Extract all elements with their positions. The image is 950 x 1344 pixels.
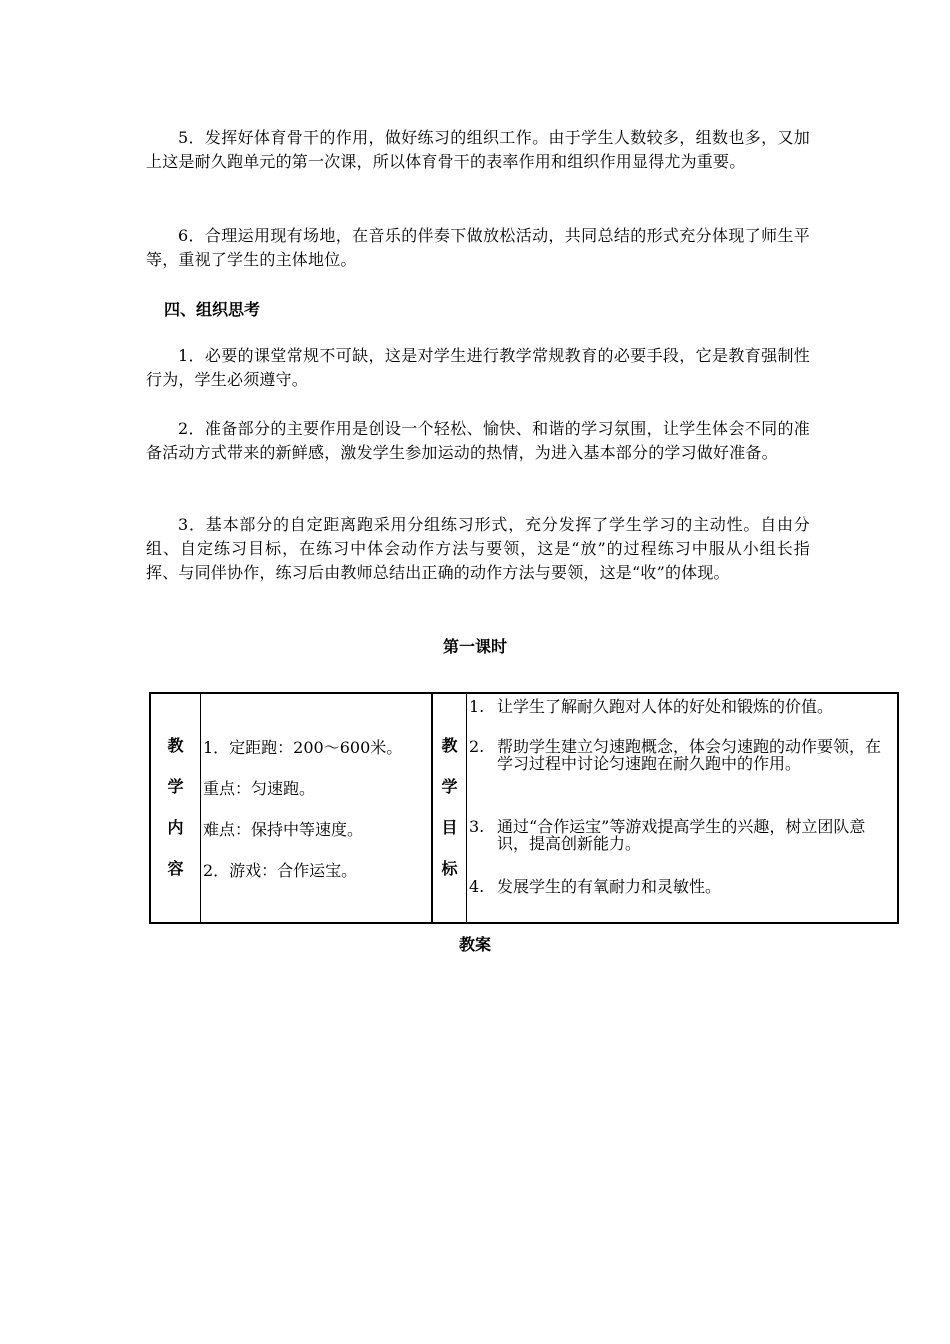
- content-line: 1．定距跑：200～600米。: [203, 738, 403, 757]
- section-heading: 四、组织思考: [164, 300, 261, 319]
- lesson-title: 第一课时: [442, 637, 507, 656]
- content-label-char: 容: [167, 859, 184, 878]
- goals-label-char: 教: [441, 736, 458, 755]
- goal-number: 4.: [469, 877, 485, 896]
- content-cell: [201, 694, 433, 922]
- lesson-table: [149, 692, 899, 924]
- goal-text: 让学生了解耐久跑对人体的好处和锻炼的价值。: [497, 697, 834, 716]
- content-line: 2．游戏：合作运宝。: [203, 861, 358, 880]
- goal-text: 发展学生的有氧耐力和灵敏性。: [497, 877, 722, 896]
- content-line: 重点：匀速跑。: [203, 779, 316, 798]
- footer-heading: 教案: [458, 935, 491, 954]
- goal-item: [469, 878, 893, 895]
- goal-text: 帮助学生建立匀速跑概念，体会匀速跑的动作要领，在学习过程中讨论匀速跑在耐久跑中的作用。: [497, 737, 882, 773]
- goal-item: [469, 818, 893, 852]
- reflection-2: 2．准备部分的主要作用是创设一个轻松、愉快、和谐的学习氛围，让学生体会不同的准备活动方式带来的新鲜感，激发学生参加运动的热情，为进入基本部分的学习做好准备。: [146, 419, 810, 462]
- content-label-char: 内: [167, 818, 184, 837]
- paragraph-6: 6．合理运用现有场地，在音乐的伴奏下做放松活动，共同总结的形式充分体现了师生平等，重视了学生的主体地位。: [146, 226, 810, 269]
- goal-number: 3.: [469, 817, 485, 836]
- content-line: 难点：保持中等速度。: [203, 820, 364, 839]
- reflection-3: 3．基本部分的自定距离跑采用分组练习形式，充分发挥了学生学习的主动性。自由分组、自定练习目标，在练习中体会动作方法与要领，这是“放”的过程练习中服从小组长指挥、与同伴协作，练习后由教师总结出正确的动作方法与要领，这是“收”的体现。: [146, 515, 810, 582]
- goal-number: 1.: [469, 697, 485, 716]
- goals-label-char: 学: [441, 777, 458, 796]
- paragraph-5: 5．发挥好体育骨干的作用，做好练习的组织工作。由于学生人数较多，组数也多，又加上这是耐久跑单元的第一次课，所以体育骨干的表率作用和组织作用显得尤为重要。: [146, 128, 810, 171]
- goals-label-char: 标: [441, 859, 458, 878]
- goal-item: [469, 698, 893, 715]
- content-label-char: 教: [167, 736, 184, 755]
- goal-item: [469, 738, 893, 772]
- goals-label-char: 目: [441, 818, 458, 837]
- reflection-1: 1．必要的课堂常规不可缺，这是对学生进行教学常规教育的必要手段，它是教育强制性行为，学生必须遵守。: [146, 346, 810, 389]
- content-label-cell: [151, 694, 201, 922]
- content-label-char: 学: [167, 777, 184, 796]
- goals-cell: [467, 694, 897, 922]
- goals-label-cell: [433, 694, 467, 922]
- goal-text: 通过“合作运宝”等游戏提高学生的兴趣，树立团队意识，提高创新能力。: [497, 817, 866, 853]
- goal-number: 2.: [469, 737, 485, 756]
